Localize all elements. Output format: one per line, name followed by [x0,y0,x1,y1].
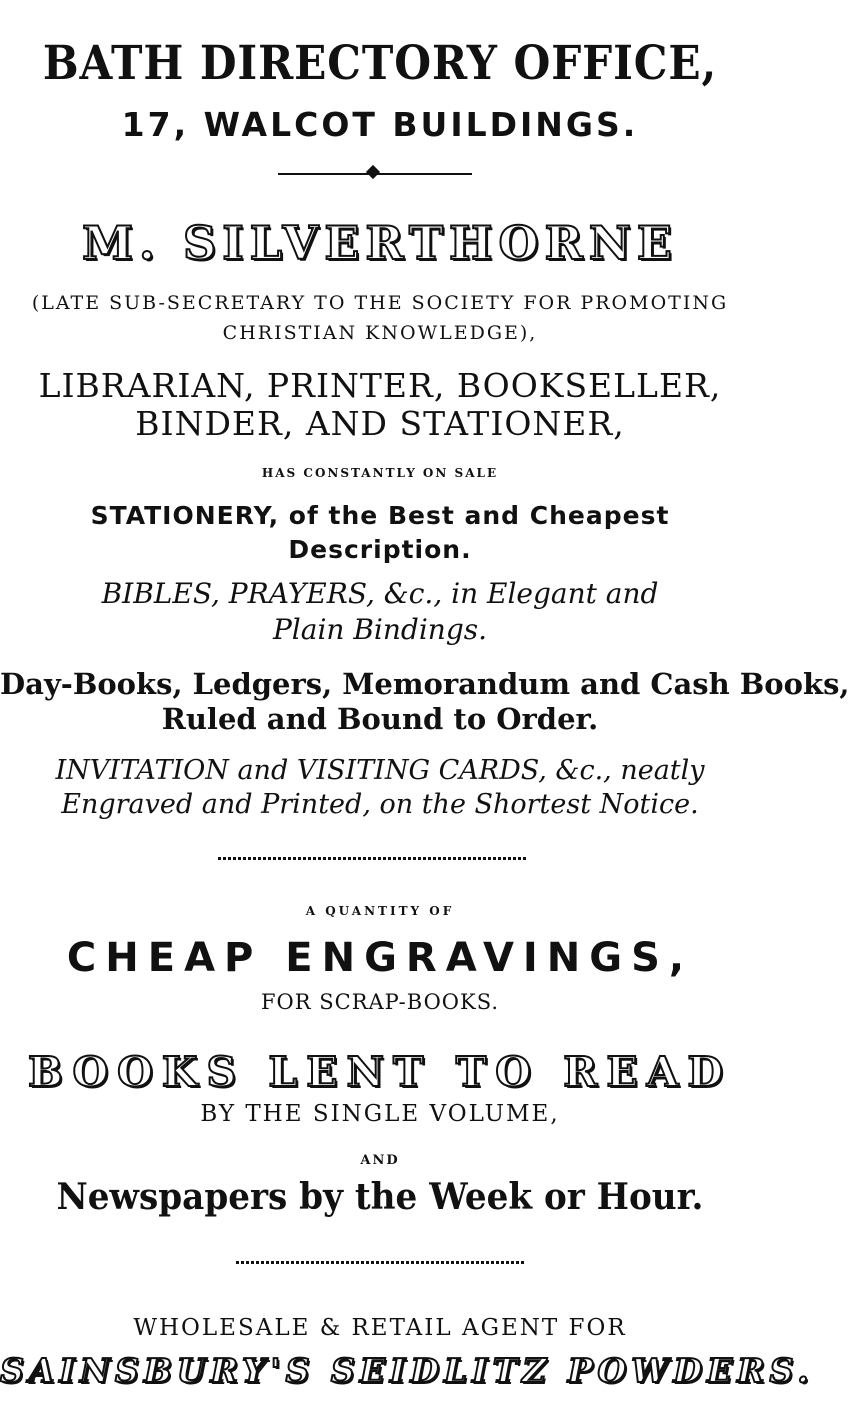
agent-product: SAINSBURY'S SEIDLITZ POWDERS. [0,1351,814,1390]
cards-line1: INVITATION and VISITING CARDS, &c., neatly [55,755,705,786]
office-address: 17, WALCOT BUILDINGS. [121,105,639,144]
stationery-line2: Description. [288,535,472,564]
bibles-line2: Plain Bindings. [272,613,488,646]
wavy-divider [218,857,528,860]
engravings-intro: A QUANTITY OF [305,904,455,918]
newspapers-line: Newspapers by the Week or Hour. [56,1176,704,1218]
engravings-headline: CHEAP ENGRAVINGS, [66,935,694,981]
wavy-divider-lower [236,1261,526,1264]
lending-and: AND [360,1153,400,1168]
proprietor-name: M. SILVERTHORNE [82,216,678,270]
daybooks-line1: Day-Books, Ledgers, Memorandum and Cash Books, [0,667,850,701]
cards-line2: Engraved and Printed, on the Shortest Notice. [61,789,699,820]
proprietor-note-line2: CHRISTIAN KNOWLEDGE), [222,322,538,344]
agent-line: WHOLESALE & RETAIL AGENT FOR [133,1315,627,1341]
lending-sub: BY THE SINGLE VOLUME, [200,1101,560,1127]
trades-line1: LIBRARIAN, PRINTER, BOOKSELLER, [38,366,722,405]
lending-headline: BOOKS LENT TO READ [28,1048,732,1096]
engravings-sub: FOR SCRAP-BOOKS. [260,990,500,1014]
daybooks-line2: Ruled and Bound to Order. [161,702,599,736]
ornament-diamond-icon [366,165,380,179]
on-sale-intro: HAS CONSTANTLY ON SALE [261,466,499,480]
office-title: BATH DIRECTORY OFFICE, [42,36,718,91]
bibles-line1: BIBLES, PRAYERS, &c., in Elegant and [101,577,659,610]
proprietor-note-line1: (LATE SUB-SECRETARY TO THE SOCIETY FOR PROMOTING [31,292,729,314]
trades-line2: BINDER, AND STATIONER, [135,404,625,443]
stationery-line1: STATIONERY, of the Best and Cheapest [90,501,670,530]
